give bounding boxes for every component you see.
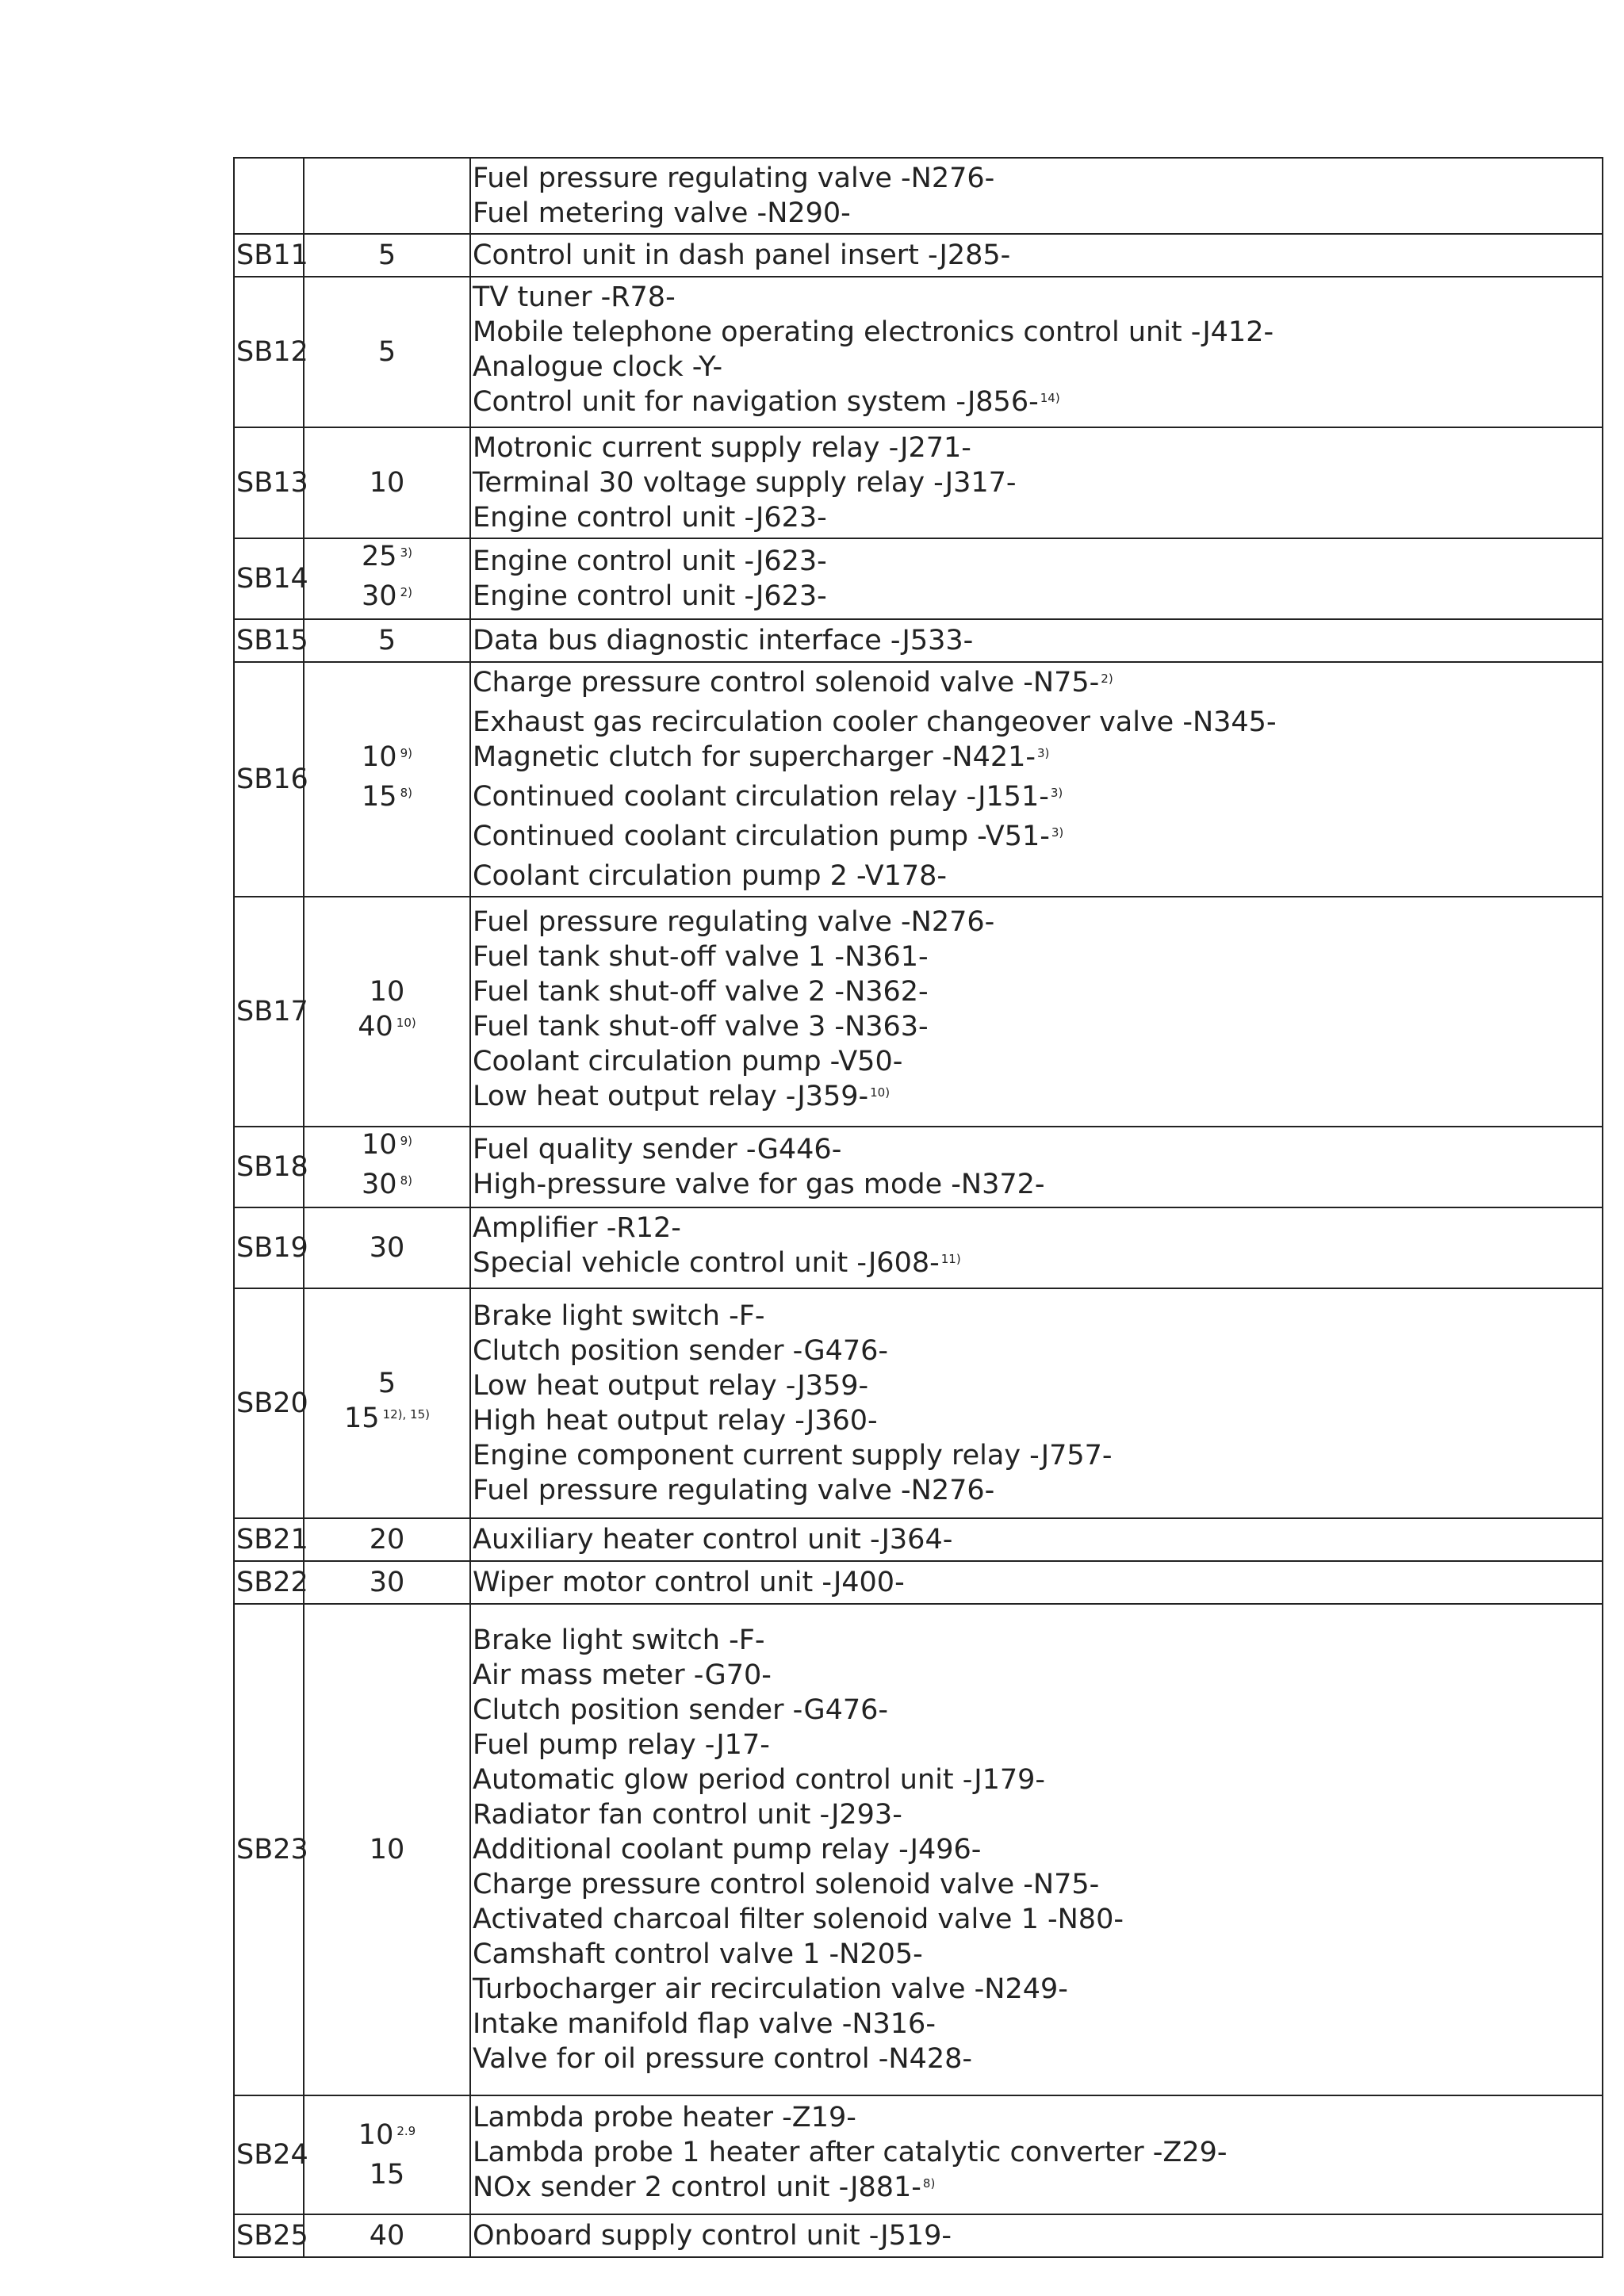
fuse-id: SB13 — [234, 427, 304, 538]
footnote-ref: 8) — [922, 2176, 936, 2191]
fuse-rating — [304, 662, 470, 897]
component-list — [470, 158, 1603, 234]
component-item — [473, 1693, 1600, 1728]
component-item — [473, 939, 1600, 974]
component-name: High heat output relay -J360- — [473, 1405, 878, 1437]
footnote-ref: 3) — [1050, 786, 1063, 800]
component-item — [473, 974, 1600, 1009]
fuse-rating — [304, 1288, 470, 1518]
rating-line — [304, 238, 469, 273]
fuse-row — [234, 158, 1603, 234]
component-item — [473, 623, 1600, 658]
rating-value: 20 — [369, 1524, 405, 1556]
fuse-rating — [304, 897, 470, 1127]
rating-line — [304, 465, 469, 500]
fuse-row — [234, 619, 1603, 662]
component-list — [470, 662, 1603, 897]
fuse-rating — [304, 234, 470, 277]
rating-line — [304, 623, 469, 658]
rating-value: 10 — [358, 2119, 394, 2151]
fuse-rating — [304, 277, 470, 427]
component-name: Activated charcoal filter solenoid valve 1 -N80- — [473, 1904, 1124, 1935]
fuse-row — [234, 427, 1603, 538]
component-name: Coolant circulation pump -V50- — [473, 1046, 903, 1077]
component-item — [473, 705, 1600, 740]
component-name: Charge pressure control solenoid valve -N75- — [473, 1869, 1100, 1900]
component-list — [470, 1604, 1603, 2095]
fuse-id: SB19 — [234, 1207, 304, 1288]
rating-value: 15 — [369, 2159, 405, 2191]
component-list — [470, 1288, 1603, 1518]
rating-line — [304, 1230, 469, 1265]
fuse-id: SB18 — [234, 1127, 304, 1207]
component-list — [470, 2214, 1603, 2257]
fuse-rating — [304, 2214, 470, 2257]
component-item — [473, 430, 1600, 465]
component-item — [473, 1658, 1600, 1693]
component-name: Motronic current supply relay -J271- — [473, 432, 971, 464]
footnote-ref: 11) — [940, 1252, 961, 1266]
fuse-id: SB11 — [234, 234, 304, 277]
component-name: Wiper motor control unit -J400- — [473, 1567, 905, 1598]
component-item — [473, 2042, 1600, 2076]
component-name: Amplifier -R12- — [473, 1212, 681, 1244]
fuse-id: SB15 — [234, 619, 304, 662]
rating-line — [304, 335, 469, 369]
footnote-ref: 12), 15) — [382, 1407, 430, 1422]
component-name: Brake light switch -F- — [473, 1300, 765, 1332]
footnote-ref: 3) — [400, 545, 412, 560]
fuse-id: SB25 — [234, 2214, 304, 2257]
component-name: Mobile telephone operating electronics control unit -J412- — [473, 316, 1274, 348]
component-name: Fuel tank shut-off valve 2 -N362- — [473, 976, 929, 1008]
component-name: Air mass meter -G70- — [473, 1659, 772, 1691]
fuse-table-body — [234, 158, 1603, 2257]
fuse-row — [234, 662, 1603, 897]
component-item — [473, 905, 1600, 939]
component-name: Exhaust gas recirculation cooler changeover valve -N345- — [473, 706, 1277, 738]
component-item — [473, 1623, 1600, 1658]
fuse-rating — [304, 538, 470, 619]
component-name: Automatic glow period control unit -J179- — [473, 1764, 1046, 1796]
fuse-rating — [304, 427, 470, 538]
component-item — [473, 1132, 1600, 1167]
component-name: Fuel pressure regulating valve -N276- — [473, 163, 995, 194]
component-list — [470, 897, 1603, 1127]
component-item — [473, 1334, 1600, 1368]
component-name: Fuel pump relay -J17- — [473, 1729, 770, 1761]
component-item — [473, 1937, 1600, 1972]
component-name: Additional coolant pump relay -J496- — [473, 1834, 982, 1866]
rating-value: 30 — [369, 1567, 405, 1598]
rating-line — [304, 1009, 469, 1049]
component-name: Fuel metering valve -N290- — [473, 197, 851, 229]
component-item — [473, 1246, 1600, 1285]
rating-line — [304, 1401, 469, 1441]
fuse-id: SB17 — [234, 897, 304, 1127]
component-name: Turbocharger air recirculation valve -N249- — [473, 1973, 1068, 2005]
component-item — [473, 1211, 1600, 1246]
rating-value: 15 — [344, 1402, 380, 1434]
component-item — [473, 1299, 1600, 1334]
rating-value: 40 — [369, 2220, 405, 2252]
rating-line — [304, 740, 469, 779]
rating-line — [304, 974, 469, 1009]
component-item — [473, 1167, 1600, 1202]
fuse-row — [234, 897, 1603, 1127]
fuse-row — [234, 538, 1603, 619]
component-item — [473, 544, 1600, 579]
rating-line — [304, 579, 469, 618]
rating-value: 5 — [377, 239, 396, 271]
fuse-id: SB14 — [234, 538, 304, 619]
footnote-ref: 9) — [400, 746, 412, 760]
component-name: Terminal 30 voltage supply relay -J317- — [473, 467, 1017, 499]
component-item — [473, 1403, 1600, 1438]
rating-line — [304, 1127, 469, 1167]
component-item — [473, 1832, 1600, 1867]
rating-line — [304, 1366, 469, 1401]
component-name: Continued coolant circulation pump -V51- — [473, 821, 1050, 852]
footnote-ref: 2) — [1101, 672, 1113, 686]
component-name: Fuel pressure regulating valve -N276- — [473, 906, 995, 938]
rating-value: 10 — [369, 976, 405, 1008]
fuse-id: SB12 — [234, 277, 304, 427]
component-item — [473, 2007, 1600, 2042]
component-item — [473, 859, 1600, 894]
component-name: Charge pressure control solenoid valve -N75- — [473, 667, 1100, 698]
rating-value: 25 — [362, 541, 397, 572]
fuse-rating — [304, 619, 470, 662]
component-item — [473, 1522, 1600, 1557]
rating-value: 5 — [377, 336, 396, 368]
rating-line — [304, 1522, 469, 1557]
fuse-rating — [304, 1127, 470, 1207]
component-item — [473, 280, 1600, 315]
component-name: Continued coolant circulation relay -J151- — [473, 781, 1049, 813]
rating-value: 5 — [377, 1368, 396, 1399]
component-item — [473, 196, 1600, 231]
component-name: Valve for oil pressure control -N428- — [473, 2043, 972, 2075]
component-item — [473, 665, 1600, 705]
component-name: Engine control unit -J623- — [473, 545, 827, 577]
component-list — [470, 2095, 1603, 2214]
component-name: Engine control unit -J623- — [473, 580, 827, 612]
component-name: Fuel tank shut-off valve 3 -N363- — [473, 1011, 929, 1043]
component-item — [473, 1565, 1600, 1600]
footnote-ref: 3) — [1051, 825, 1064, 840]
fuse-row — [234, 1207, 1603, 1288]
component-name: NOx sender 2 control unit -J881- — [473, 2172, 921, 2203]
footnote-ref: 10) — [396, 1016, 416, 1030]
fuse-rating — [304, 158, 470, 234]
footnote-ref: 8) — [400, 786, 412, 800]
rating-line — [304, 2118, 469, 2157]
rating-value: 15 — [362, 781, 397, 813]
component-name: Fuel pressure regulating valve -N276- — [473, 1475, 995, 1506]
rating-line — [304, 2157, 469, 2192]
component-item — [473, 350, 1600, 385]
component-name: Auxiliary heater control unit -J364- — [473, 1524, 953, 1556]
component-item — [473, 2218, 1600, 2253]
fuse-id — [234, 158, 304, 234]
footnote-ref: 14) — [1040, 391, 1060, 405]
component-name: Coolant circulation pump 2 -V178- — [473, 860, 948, 892]
fuse-rating — [304, 1207, 470, 1288]
component-item — [473, 2170, 1600, 2210]
fuse-row — [234, 1288, 1603, 1518]
component-item — [473, 1867, 1600, 1902]
footnote-ref: 9) — [400, 1134, 412, 1148]
rating-value: 10 — [369, 467, 405, 499]
fuse-row — [234, 1127, 1603, 1207]
footnote-ref: 2) — [400, 585, 412, 599]
component-name: Engine control unit -J623- — [473, 502, 827, 534]
fuse-id: SB20 — [234, 1288, 304, 1518]
footnote-ref: 8) — [400, 1173, 412, 1188]
rating-value: 40 — [358, 1011, 393, 1043]
fuse-id: SB16 — [234, 662, 304, 897]
component-name: Engine component current supply relay -J757- — [473, 1440, 1113, 1471]
rating-value: 10 — [369, 1834, 405, 1866]
component-item — [473, 779, 1600, 819]
component-name: Lambda probe heater -Z19- — [473, 2102, 856, 2133]
fuse-id: SB21 — [234, 1518, 304, 1561]
fuse-rating — [304, 1518, 470, 1561]
component-list — [470, 538, 1603, 619]
component-item — [473, 500, 1600, 535]
component-name: Fuel quality sender -G446- — [473, 1134, 842, 1165]
fuse-row — [234, 2214, 1603, 2257]
fuse-id: SB24 — [234, 2095, 304, 2214]
fuse-row — [234, 1561, 1603, 1604]
rating-value: 30 — [362, 1169, 397, 1200]
component-name: Control unit for navigation system -J856- — [473, 386, 1039, 418]
component-name: Clutch position sender -G476- — [473, 1335, 889, 1367]
component-list — [470, 1207, 1603, 1288]
rating-value: 30 — [369, 1232, 405, 1264]
component-name: High-pressure valve for gas mode -N372- — [473, 1169, 1045, 1200]
component-name: Data bus diagnostic interface -J533- — [473, 625, 974, 656]
rating-value: 30 — [362, 580, 397, 612]
component-item — [473, 1972, 1600, 2007]
fuse-row — [234, 1604, 1603, 2095]
component-name: Low heat output relay -J359- — [473, 1370, 869, 1402]
rating-line — [304, 779, 469, 819]
component-name: Clutch position sender -G476- — [473, 1694, 889, 1726]
component-item — [473, 385, 1600, 424]
footnote-ref: 3) — [1037, 746, 1050, 760]
footnote-ref: 2.9 — [396, 2124, 416, 2138]
component-name: Special vehicle control unit -J608- — [473, 1247, 940, 1279]
fuse-rating — [304, 1561, 470, 1604]
footnote-ref: 10) — [870, 1085, 891, 1100]
component-name: Intake manifold flap valve -N316- — [473, 2008, 936, 2040]
component-list — [470, 1561, 1603, 1604]
component-list — [470, 277, 1603, 427]
fuse-id: SB23 — [234, 1604, 304, 2095]
component-item — [473, 161, 1600, 196]
component-list — [470, 1127, 1603, 1207]
rating-line — [304, 539, 469, 579]
component-item — [473, 1902, 1600, 1937]
component-item — [473, 238, 1600, 273]
component-item — [473, 2135, 1600, 2170]
fuse-row — [234, 2095, 1603, 2214]
component-item — [473, 1079, 1600, 1119]
component-item — [473, 579, 1600, 614]
component-name: Onboard supply control unit -J519- — [473, 2220, 952, 2252]
rating-line — [304, 1565, 469, 1600]
rating-line — [304, 2218, 469, 2253]
component-item — [473, 1438, 1600, 1473]
rating-line — [304, 1167, 469, 1207]
component-name: Radiator fan control unit -J293- — [473, 1799, 902, 1831]
component-name: Low heat output relay -J359- — [473, 1081, 869, 1112]
component-item — [473, 1797, 1600, 1832]
component-item — [473, 1368, 1600, 1403]
fuse-id: SB22 — [234, 1561, 304, 1604]
rating-value: 10 — [362, 741, 397, 773]
component-list — [470, 1518, 1603, 1561]
component-list — [470, 427, 1603, 538]
fuse-row — [234, 1518, 1603, 1561]
component-name: Fuel tank shut-off valve 1 -N361- — [473, 941, 929, 973]
component-item — [473, 465, 1600, 500]
fuse-row — [234, 234, 1603, 277]
rating-value: 10 — [362, 1129, 397, 1161]
component-item — [473, 1473, 1600, 1508]
fuse-row — [234, 277, 1603, 427]
fuse-rating — [304, 1604, 470, 2095]
component-item — [473, 2100, 1600, 2135]
component-name: Brake light switch -F- — [473, 1624, 765, 1656]
component-item — [473, 819, 1600, 859]
component-name: Analogue clock -Y- — [473, 351, 723, 383]
component-name: Camshaft control valve 1 -N205- — [473, 1938, 923, 1970]
component-item — [473, 315, 1600, 350]
component-item — [473, 1009, 1600, 1044]
component-list — [470, 619, 1603, 662]
fuse-rating — [304, 2095, 470, 2214]
component-item — [473, 1044, 1600, 1079]
rating-line — [304, 1832, 469, 1867]
component-name: Lambda probe 1 heater after catalytic converter -Z29- — [473, 2137, 1228, 2168]
component-item — [473, 1728, 1600, 1762]
rating-value: 5 — [377, 625, 396, 656]
component-list — [470, 234, 1603, 277]
component-name: Magnetic clutch for supercharger -N421- — [473, 741, 1036, 773]
component-name: Control unit in dash panel insert -J285- — [473, 239, 1011, 271]
component-item — [473, 1762, 1600, 1797]
component-name: TV tuner -R78- — [473, 281, 676, 313]
component-item — [473, 740, 1600, 779]
fuse-assignment-table — [233, 157, 1603, 2258]
